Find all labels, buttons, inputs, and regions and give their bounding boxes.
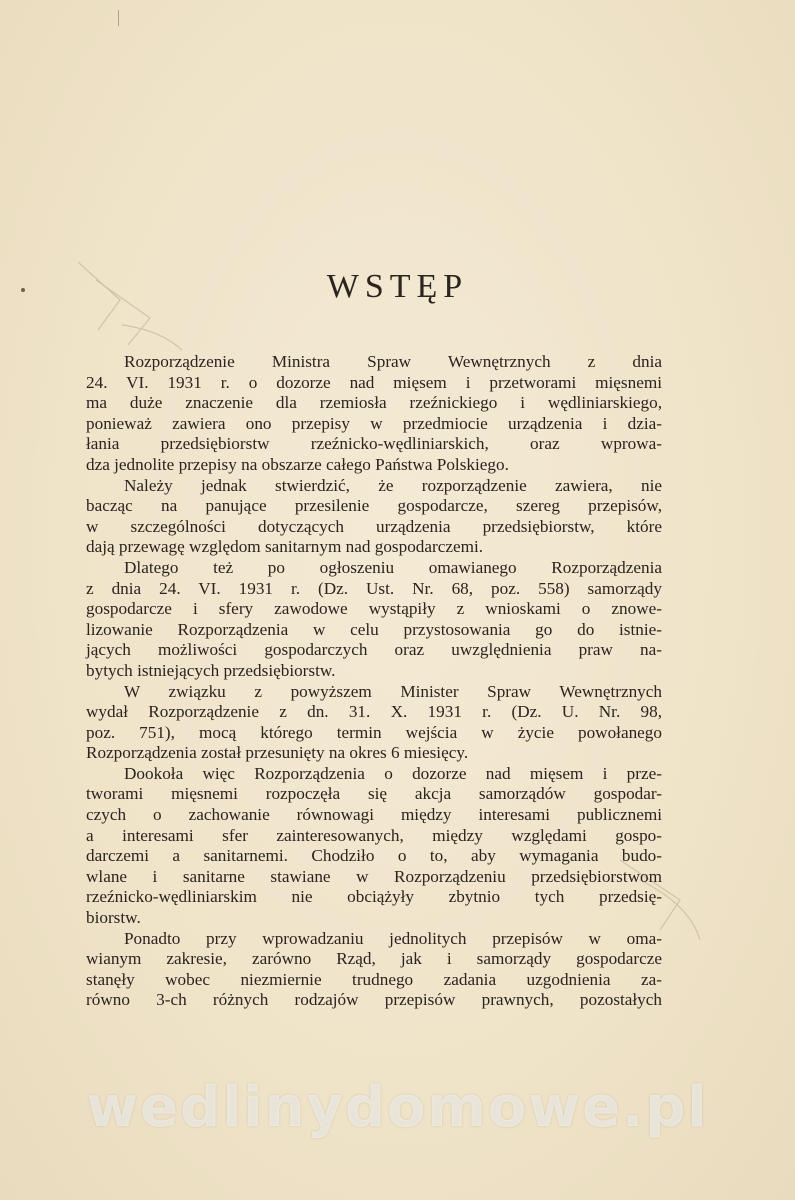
text-line: 24. VI. 1931 r. o dozorze nad mięsem i przetworami mięsnemi (86, 372, 662, 392)
text-line: dza jednolite przepisy na obszarze całego Państwa Polskiego. (86, 454, 509, 474)
text-line: łania przedsiębiorstw rzeźnicko-wędliniarskich, oraz wprowa- (86, 434, 662, 454)
text-line: biorstw. (86, 908, 141, 928)
text-line: rzeźnicko-wędliniarskim nie obciążyły zbytnio tych przedsię- (86, 887, 662, 907)
text-line: lizowanie Rozporządzenia w celu przystosowania go do istnie- (86, 619, 662, 639)
body-text (86, 352, 662, 1011)
paragraph (86, 352, 662, 476)
text-line: tworami mięsnemi rozpoczęła się akcja samorządów gospodar- (86, 784, 662, 804)
text-line: bacząc na panujące przesilenie gospodarcze, szereg przepisów, (86, 496, 662, 516)
text-line: ponieważ zawiera ono przepisy w przedmiocie urządzenia i dzia- (86, 413, 662, 433)
site-watermark: wedlinydomowe.pl (86, 1075, 709, 1140)
text-line: bytych istniejących przedsiębiorstw. (86, 660, 336, 680)
text-line: równo 3-ch różnych rodzajów przepisów prawnych, pozostałych (86, 990, 662, 1010)
text-line: wydał Rozporządzenie z dn. 31. X. 1931 r. (Dz. U. Nr. 98, (86, 702, 662, 722)
paragraph (86, 682, 662, 764)
paragraph (86, 476, 662, 558)
text-line: W związku z powyższem Minister Spraw Wewnętrznych (124, 681, 662, 701)
text-line: Rozporządzenia został przesunięty na okres 6 miesięcy. (86, 743, 469, 763)
text-line: Dookoła więc Rozporządzenia o dozorze nad mięsem i prze- (124, 763, 662, 783)
text-line: stanęły wobec niezmiernie trudnego zadania uzgodnienia za- (86, 969, 662, 989)
text-line: Dlatego też po ogłoszeniu omawianego Rozporządzenia (124, 557, 662, 577)
page-title: WSTĘP (326, 268, 469, 305)
margin-tick (118, 10, 119, 26)
text-line: w szczególności dotyczących urządzenia przedsiębiorstw, które (86, 516, 662, 536)
text-line: Należy jednak stwierdzić, że rozporządzenie zawiera, nie (124, 475, 662, 495)
text-line: czych o zachowanie równowagi między interesami publicznemi (86, 805, 662, 825)
text-line: wlane i sanitarne stawiane w Rozporządzeniu przedsiębiorstwom (86, 866, 662, 886)
text-line: poz. 751), mocą którego termin wejścia w życie powołanego (86, 722, 662, 742)
text-line: darczemi a sanitarnemi. Chodziło o to, aby wymagania budo- (86, 846, 662, 866)
paragraph (86, 764, 662, 929)
text-line: dają przewagę względom sanitarnym nad gospodarczemi. (86, 537, 484, 557)
text-line: z dnia 24. VI. 1931 r. (Dz. Ust. Nr. 68, poz. 558) samorządy (86, 578, 662, 598)
text-line: ma duże znaczenie dla rzemiosła rzeźnickiego i wędliniarskiego, (86, 393, 662, 413)
text-line: a interesami sfer zainteresowanych, między względami gospo- (86, 825, 662, 845)
text-line: Rozporządzenie Ministra Spraw Wewnętrznych z dnia (124, 352, 662, 371)
paragraph (86, 558, 662, 682)
text-line: Ponadto przy wprowadzaniu jednolitych przepisów w oma- (124, 928, 662, 948)
text-line: gospodarcze i sfery zawodowe wystąpiły z wnioskami o znowe- (86, 599, 662, 619)
text-line: wianym zakresie, zarówno Rząd, jak i samorządy gospodarcze (86, 949, 662, 969)
paragraph (86, 929, 662, 1011)
text-line: jących możliwości gospodarczych oraz uwzględnienia praw na- (86, 640, 662, 660)
